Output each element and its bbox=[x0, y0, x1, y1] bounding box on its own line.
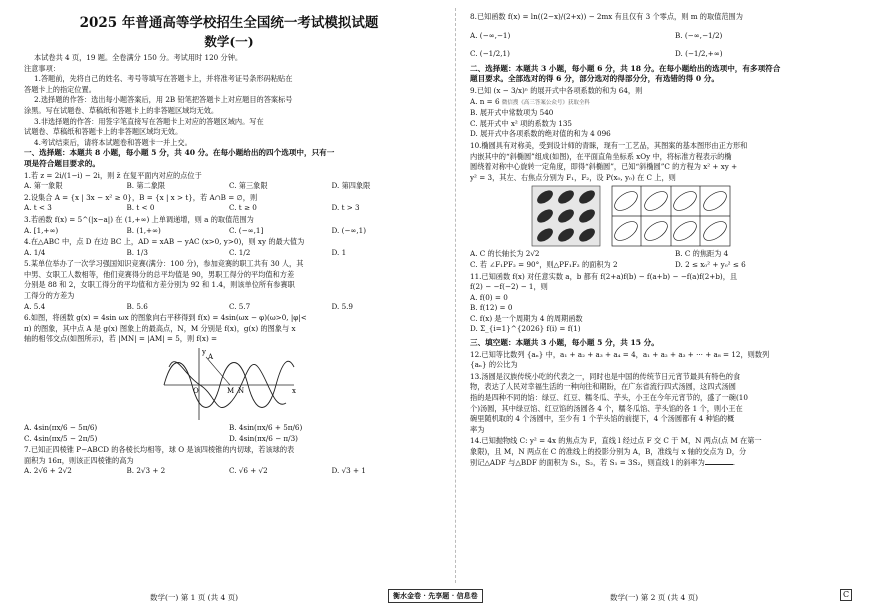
column-divider bbox=[455, 8, 456, 583]
option-a: A. 2√6 + 2√2 bbox=[24, 466, 72, 476]
option-d: D. 展开式中各项系数的绝对值的和为 4 096 bbox=[470, 129, 611, 139]
option-b: B. 1/3 bbox=[126, 247, 148, 257]
option-b: B. (1,+∞) bbox=[126, 225, 161, 235]
option-b: B. C 的焦距为 4 bbox=[675, 249, 729, 259]
section-heading: 一、选择题：本题共 8 小题，每小题 5 分，共 40 分。在每小题给出的四个选项中，只有一 bbox=[24, 148, 335, 158]
notice-line: 3.非选择题的作答：用签字笔直接写在答题卡上对应的答题区域内。写在 bbox=[34, 116, 264, 126]
options bbox=[470, 260, 870, 271]
question-line: f(2) − −f(−2) − 1，则 bbox=[470, 282, 548, 292]
question-line: 12.已知等比数列 {aₙ} 中，a₁ + a₂ + a₃ + a₄ = 4，a₁ + a₂ + a₃ + ··· + a₈ = 12，则数列 bbox=[470, 349, 770, 359]
option-c: C. 若 ∠F₁PF₂ = 90°，则△PF₁F₂ 的面积为 2 bbox=[470, 259, 618, 269]
option-a-text: A. n = 6 bbox=[470, 96, 500, 106]
option-a: A. 4sin(πx/6 − 5π/6) bbox=[24, 423, 98, 433]
question-line: {aₙ} 的公比为 bbox=[470, 360, 518, 370]
question-1 bbox=[24, 171, 434, 192]
options bbox=[470, 249, 870, 260]
label-a: A bbox=[208, 353, 214, 362]
question-line: π) 的图象，其中点 A 是 g(x) 图象上的最高点，N，M 分别是 f(x)，g(x) 的图象与 x bbox=[24, 323, 296, 333]
label-o: O bbox=[193, 387, 199, 396]
footer-left-page: 数学(一) 第 1 页 (共 4 页) bbox=[150, 593, 239, 602]
option-b: B. (−∞,−1/2) bbox=[675, 30, 723, 40]
options bbox=[24, 423, 434, 434]
notice-line: 试题卷、草稿纸和答题卡上的非答题区域均无效。 bbox=[24, 127, 183, 137]
option-c: C. f(x) 是一个周期为 4 的周期函数 bbox=[470, 313, 583, 323]
label-n: N bbox=[238, 387, 245, 396]
question-line: 象限)，且 M，N 两点在 C 的准线上的投影分别为 A，B，准线与 x 轴的交点为 D，分 bbox=[470, 447, 747, 456]
option-d: D. 1 bbox=[331, 247, 347, 257]
question-line: 6.如图，将函数 g(x) = 4sin ωx 的图象向右平移得到 f(x) = 4sin(ωx − φ)(ω>0, |φ|< bbox=[24, 313, 307, 323]
option-b: B. 展开式中常数项为 540 bbox=[470, 108, 554, 118]
ellipse-pattern-figure bbox=[470, 183, 870, 249]
option-c: C. 1/2 bbox=[229, 247, 251, 257]
corner-mark: C bbox=[840, 589, 852, 601]
question-line: 圆绕着对称中心旋转一定角度，即得“斜椭圆”，已知“斜椭圆”C 的方程为 x² + xy + bbox=[470, 162, 738, 172]
question-line: 别记△ADF 与△BDF 的面积为 S₁，S₂，若 S₁ = 3S₂，则直线 l 的斜率为 . bbox=[470, 457, 736, 467]
exam-subtitle: 数学(一) bbox=[204, 34, 254, 49]
option-d: D. 4sin(πx/6 − π/3) bbox=[229, 433, 298, 443]
option-d: D. 第四象限 bbox=[331, 181, 371, 191]
question-6 bbox=[24, 313, 434, 444]
question-10 bbox=[470, 141, 870, 271]
question-line: 率为 bbox=[470, 424, 485, 434]
section-heading: 题目要求。全部选对的得 6 分，部分选对的得部分分，有选错的得 0 分。 bbox=[470, 74, 719, 84]
footer-center-brand: 衡水金卷 · 先享题 · 信息卷 bbox=[388, 589, 483, 603]
option-c: C. 展开式中 x² 项的系数为 135 bbox=[470, 118, 573, 128]
photo-pattern bbox=[532, 186, 600, 246]
label-x: x bbox=[292, 387, 296, 396]
question-line: 指的是四种不同的馅：绿豆、红豆、糯冬瓜、芋头，小王在今年元宵节的，盛了一碗(10 bbox=[470, 393, 748, 403]
curve-f bbox=[169, 362, 286, 408]
option-b: B. 5.6 bbox=[126, 301, 148, 311]
option-d: D. (−∞,1) bbox=[331, 225, 367, 235]
notice-title: 注意事项： bbox=[24, 63, 60, 73]
option-a: A. [1,+∞) bbox=[24, 225, 59, 235]
question-13 bbox=[470, 372, 870, 436]
option-c: C. 4sin(πx/5 − 2π/5) bbox=[24, 433, 98, 443]
question-line: 7.已知正四棱锥 P−ABCD 的各棱长均相等，球 O 是该四棱锥的内切球，若该球的表 bbox=[24, 445, 295, 455]
sine-graph-figure bbox=[24, 345, 434, 423]
footer-right-page: 数学(一) 第 2 页 (共 4 页) bbox=[610, 593, 699, 602]
question-line: 内嵌其中的“斜椭圆”组成(如图)，在平面直角坐标系 xOy 中，将标准方程表示的椭 bbox=[470, 151, 732, 161]
section-heading: 三、填空题：本题共 3 小题，每小题 5 分，共 15 分。 bbox=[470, 338, 659, 348]
question-stem: 2.设集合 A = {x | 3x − x² ≥ 0}，B = {x | x > t}，若 A∩B = ∅，则 bbox=[24, 192, 258, 202]
question-7 bbox=[24, 445, 434, 477]
option-a bbox=[470, 97, 870, 109]
notice-line: 答题卡上的指定位置。 bbox=[24, 84, 96, 94]
options bbox=[24, 302, 434, 313]
option-b: B. t < 0 bbox=[126, 203, 155, 213]
question-line: 个)汤圆，其中绿豆馅、红豆馅的汤圆各 4 个，糯冬瓜馅、芋头馅的各 1 个，则小王在 bbox=[470, 403, 743, 413]
question-line: 13.汤圆是汉族传统小吃的代表之一，同时也是中国的传统节日元宵节最具有特色的食 bbox=[470, 371, 741, 381]
option-a: A. 1/4 bbox=[24, 247, 46, 257]
option-d: D. t > 3 bbox=[331, 203, 360, 213]
notice-line: 4.考试结束后，请将本试题卷和答题卡一并上交。 bbox=[34, 137, 192, 147]
question-line-text: 别记△ADF 与△BDF 的面积为 S₁，S₂，若 S₁ = 3S₂，则直线 l 的斜率为 bbox=[470, 457, 705, 467]
question-line: 工得分的方差为 bbox=[24, 291, 75, 301]
exam-title: 2025 年普通高等学校招生全国统一考试模拟试题 bbox=[79, 15, 379, 31]
section-heading: 二、选择题：本题共 3 小题，每小题 6 分，共 18 分。在每小题给出的选项中，有多项符合 bbox=[470, 63, 781, 73]
line-pattern bbox=[611, 186, 730, 246]
question-stem: 1.若 z = 2i/(1−i) − 2i，则 z̄ 在复平面内对应的点位于 bbox=[24, 170, 202, 180]
question-line: 面积为 16π，则该正四棱锥的高为 bbox=[24, 455, 134, 465]
option-c: C. (−1/2,1) bbox=[470, 49, 510, 59]
right-column bbox=[470, 8, 870, 468]
options bbox=[24, 248, 434, 259]
section-heading: 项是符合题目要求的。 bbox=[24, 158, 100, 168]
question-line: 碗里随机取的 4 个汤圆中，至少有 1 个芋头馅的前提下，4 个汤圆都有 4 种馅的概 bbox=[470, 414, 735, 424]
option-d: D. (−1/2,+∞) bbox=[675, 49, 723, 59]
options bbox=[24, 226, 434, 237]
question-11 bbox=[470, 272, 870, 336]
option-b: B. 第二象限 bbox=[126, 181, 166, 191]
question-stem: 9.已知 (x − 3/x)ⁿ 的展开式中各项系数的和为 64，则 bbox=[470, 85, 643, 95]
option-d: D. 5.9 bbox=[331, 301, 354, 311]
curve-g bbox=[164, 361, 294, 407]
question-line: 10.椭圆具有对称美，受到设计师的青睐，现有一工艺品，其图案的基本图形由正方形和 bbox=[470, 140, 748, 150]
option-d: D. √3 + 1 bbox=[331, 466, 366, 476]
option-a: A. C 的长轴长为 2√2 bbox=[470, 249, 540, 259]
option-c: C. √6 + √2 bbox=[229, 466, 268, 476]
options bbox=[24, 181, 434, 192]
notice-line: 2.选择题的作答：选出每小题答案后，用 2B 铅笔把答题卡上对应题目的答案标号 bbox=[34, 95, 293, 105]
question-4 bbox=[24, 237, 434, 258]
exam-info: 本试卷共 4 页，19 题。全卷满分 150 分。考试用时 120 分钟。 bbox=[34, 53, 243, 62]
option-c: C. t ≥ 0 bbox=[229, 203, 257, 213]
question-stem: 3.若函数 f(x) = 5^(|x−a|) 在 (1,+∞) 上单调递增，则 a 的取值范围为 bbox=[24, 214, 254, 224]
question-5 bbox=[24, 259, 434, 312]
option-b: B. f(12) = 0 bbox=[470, 303, 513, 313]
option-c: C. 5.7 bbox=[229, 301, 251, 311]
question-12 bbox=[470, 350, 870, 371]
question-line: 14.已知抛物线 C: y² = 4x 的焦点为 F，直线 l 经过点 F 交 C 于 M，N 两点(点 M 在第一 bbox=[470, 436, 762, 446]
option-a: A. t < 3 bbox=[24, 203, 52, 213]
notice-line: 涂黑。写在试题卷、草稿纸和答题卡上的非答题区域均无效。 bbox=[24, 105, 219, 115]
question-line: 11.已知函数 f(x) 对任意实数 a，b 都有 f(2+a)f(b) − f(a+b) − −f(a)f(2+b)，且 bbox=[470, 271, 738, 281]
question-line: 轴的相邻交点(如图所示)，若 |MN| = |AM| = 5，则 f(x) = bbox=[24, 334, 218, 344]
label-m: M bbox=[227, 387, 235, 396]
option-a: A. f(0) = 0 bbox=[470, 292, 508, 302]
options bbox=[470, 31, 870, 42]
options bbox=[24, 466, 434, 477]
question-stem: 4.在△ABC 中，点 D 在边 BC 上，AD = xAB − yAC (x>0, y>0)，则 xy 的最大值为 bbox=[24, 237, 305, 247]
option-b: B. 2√3 + 2 bbox=[126, 466, 166, 476]
option-d: D. 2 ≤ x₀² + y₀² ≤ 6 bbox=[675, 259, 746, 269]
label-y: y bbox=[202, 348, 206, 357]
option-a: A. 5.4 bbox=[24, 301, 46, 311]
question-line: 分别是 88 和 2，女职工得分的平均值和方差分别为 92 和 1.4，则该单位所有参赛职 bbox=[24, 280, 295, 290]
question-line: 5.某单位举办了一次学习强国知识竞赛(满分：100 分)，参加竞赛的职工共有 30 人，其 bbox=[24, 259, 304, 269]
option-a: A. 第一象限 bbox=[24, 181, 63, 191]
question-line: y² = 3，其左、右焦点分别为 F₁，F₂，设 P(x₀, y₀) 在 C 上，则 bbox=[470, 172, 676, 182]
option-c: C. (−∞,1] bbox=[229, 225, 264, 235]
segment-am bbox=[206, 357, 230, 385]
question-3 bbox=[24, 215, 434, 236]
left-column bbox=[24, 8, 434, 477]
question-line: 物，表达了人民对幸福生活的一种向往和期盼，在广东省流行四式汤圆，这四式汤圆 bbox=[470, 382, 736, 392]
question-8 bbox=[470, 12, 870, 60]
option-c: C. 第三象限 bbox=[229, 181, 268, 191]
options bbox=[470, 49, 870, 60]
option-d: D. Σ_{i=1}^{2026} f(i) = f(1) bbox=[470, 324, 581, 334]
notice-line: 1.答题前，先将自己的姓名、考号等填写在答题卡上，并将准考证号条形码粘贴在 bbox=[34, 74, 293, 84]
answer-blank bbox=[705, 464, 733, 465]
question-stem: 8.已知函数 f(x) = ln((2−x)/(2+x)) − 2mx 有且仅有 3 个零点，则 m 的取值范围为 bbox=[470, 12, 743, 21]
question-9 bbox=[470, 86, 870, 140]
option-b: B. 4sin(πx/6 + 5π/6) bbox=[229, 423, 303, 433]
option-a: A. (−∞,−1) bbox=[470, 30, 511, 40]
question-2 bbox=[24, 193, 434, 214]
options bbox=[24, 203, 434, 214]
options bbox=[24, 434, 434, 445]
watermark-stamp: 微信搜《高三答案公众号》获取全科 bbox=[501, 99, 590, 106]
question-14 bbox=[470, 436, 870, 468]
question-line: 中男、女职工人数相等，他们竞赛得分的总平均值是 90，男职工得分的平均值和方差 bbox=[24, 269, 295, 279]
